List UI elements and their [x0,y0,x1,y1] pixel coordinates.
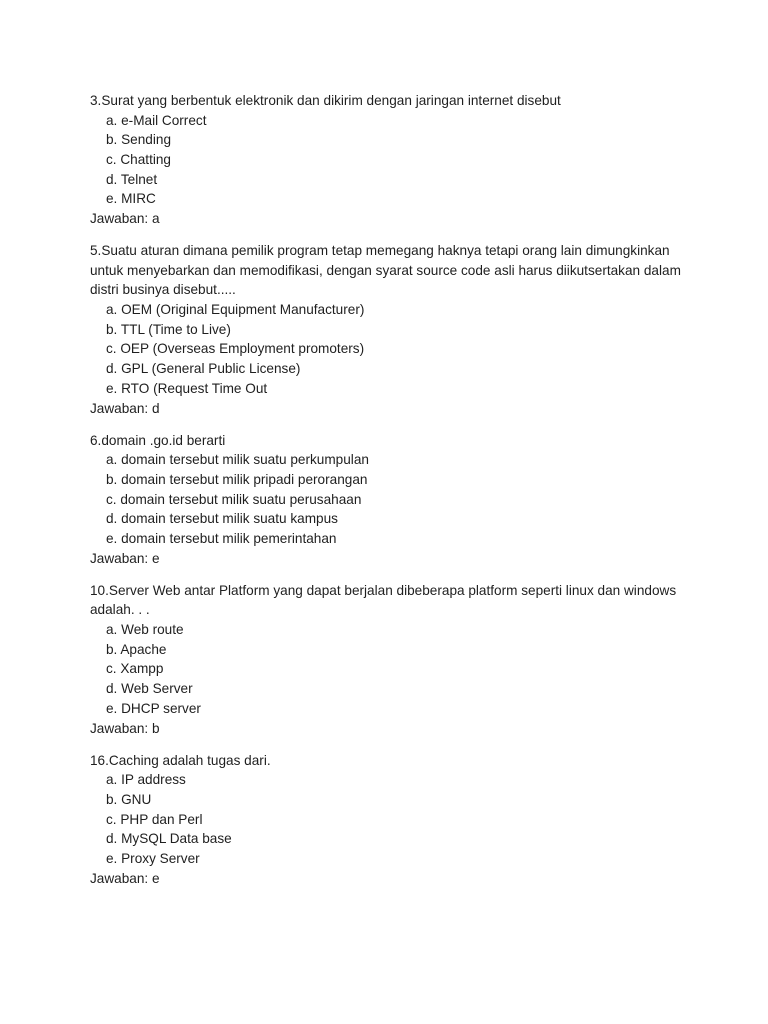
question-6 [90,431,690,569]
option-d: d. Web Server [106,681,193,697]
option-c: c. OEP (Overseas Employment promoters) [106,341,365,357]
option-e: e. domain tersebut milik pemerintahan [106,531,337,546]
option-d: d. GPL (General Public License) [106,361,301,377]
question-5 [90,241,690,418]
question-text: 5.Suatu aturan dimana pemilik program tetap memegang haknya tetapi orang lain dimungkinkan untuk menyebarkan dan memodifikasi, dengan syarat source code asli harus diikutsertakan dalam distri businya disebut..... [90,243,681,298]
option-a: a. domain tersebut milik suatu perkumpulan [106,452,369,468]
question-16 [90,751,690,889]
answer-key: Jawaban: e [90,870,160,886]
option-list [90,770,690,869]
option-a: a. OEM (Original Equipment Manufacturer) [106,301,365,317]
option-list [90,620,690,719]
option-list [90,111,690,210]
option-b: b. GNU [106,791,152,807]
option-e: e. MIRC [106,191,156,207]
question-text: 6.domain .go.id berarti [90,432,226,448]
option-list [90,450,690,549]
option-b: b. TTL (Time to Live) [106,321,231,337]
option-d: d. Telnet [106,171,158,187]
option-d: d. domain tersebut milik suatu kampus [106,511,338,527]
option-b: b. Sending [106,132,172,148]
answer-key: Jawaban: e [90,550,160,566]
option-e: e. Proxy Server [106,851,200,866]
option-list [90,300,690,399]
question-3 [90,91,690,229]
question-text: 10.Server Web antar Platform yang dapat berjalan dibeberapa platform seperti linux dan windows adalah. . . [90,582,677,618]
option-a: a. Web route [106,621,184,637]
option-c: c. domain tersebut milik suatu perusahaan [106,491,362,507]
option-e: e. DHCP server [106,700,201,716]
option-c: c. Xampp [106,661,164,677]
question-10 [90,581,690,738]
option-c: c. Chatting [106,152,171,167]
option-a: a. e-Mail Correct [106,112,207,128]
option-e: e. RTO (Request Time Out [106,380,268,396]
option-d: d. MySQL Data base [106,831,232,847]
option-b: b. Apache [106,641,167,657]
option-c: c. PHP dan Perl [106,811,203,827]
answer-key: Jawaban: b [90,720,160,736]
answer-key: Jawaban: a [90,211,160,227]
question-list [90,91,690,901]
question-text: 16.Caching adalah tugas dari. [90,752,271,768]
option-a: a. IP address [106,772,186,788]
option-b: b. domain tersebut milik pripadi perorangan [106,471,368,487]
answer-key: Jawaban: d [90,400,160,416]
question-text: 3.Surat yang berbentuk elektronik dan dikirim dengan jaringan internet disebut [90,93,561,108]
